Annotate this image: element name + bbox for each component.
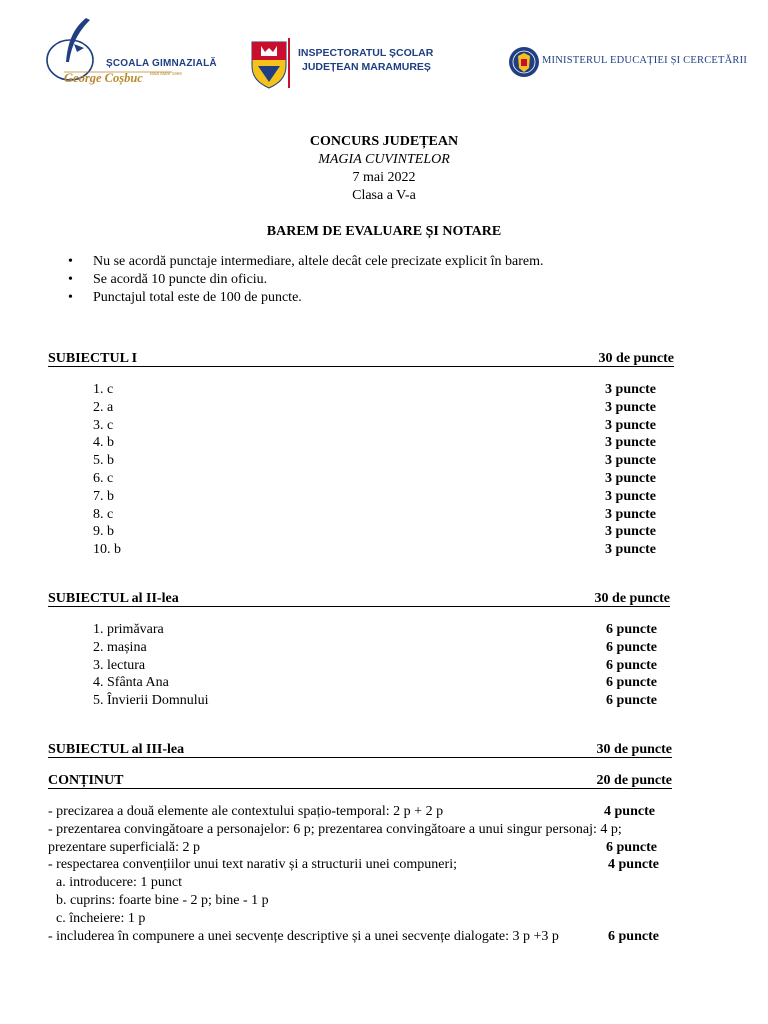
answer-points: 3 puncte — [605, 435, 656, 451]
answer-label: 2. mașina — [93, 639, 147, 655]
isj-title-line2: JUDEȚEAN MARAMUREȘ — [302, 61, 431, 73]
contest-date: 7 mai 2022 — [352, 170, 416, 185]
answer-row — [93, 621, 657, 639]
answer-label: 3. lectura — [93, 657, 146, 673]
criterion-text: b. cuprins: foarte bine - 2 p; bine - 1 p — [56, 892, 269, 908]
answer-label: 10. b — [93, 542, 121, 558]
answer-points: 3 puncte — [605, 382, 656, 397]
answer-row — [93, 523, 656, 541]
answer-points: 3 puncte — [605, 470, 656, 486]
answer-points: 3 puncte — [605, 524, 656, 540]
subject2-answers — [93, 621, 657, 710]
school-logo — [44, 14, 217, 86]
school-patron: George Coșbuc — [64, 71, 143, 85]
answer-row — [93, 381, 656, 399]
county-crest-icon — [250, 36, 294, 90]
content-name: CONȚINUT — [48, 773, 124, 788]
ministry-name: MINISTERUL EDUCAȚIEI ȘI CERCETĂRII — [542, 55, 748, 66]
answer-label: 6. c — [93, 470, 114, 486]
criterion-text: - includerea în compunere a unei secvențe descriptive și a unei secvențe dialogate: 3 p +3 p — [48, 928, 559, 944]
answer-label: 7. b — [93, 488, 114, 504]
answer-points: 3 puncte — [605, 488, 656, 504]
contest-subtitle: MAGIA CUVINTELOR — [318, 152, 450, 167]
criterion-line — [48, 803, 668, 821]
divider — [48, 788, 672, 789]
contest-grade: Clasa a V-a — [352, 188, 416, 203]
school-name: ȘCOALA GIMNAZIALĂ — [106, 58, 217, 69]
criterion-line — [48, 874, 668, 892]
criterion-line — [48, 821, 668, 839]
isj-logo — [250, 36, 450, 90]
subject3-name: SUBIECTUL al III-lea — [48, 742, 185, 757]
criterion-text: prezentare superficială: 2 p — [48, 839, 200, 855]
answer-label: 8. c — [93, 506, 114, 522]
rule-item: • Punctajul total este de 100 de puncte. — [68, 289, 543, 307]
school-location: Baia Mare 1969 — [150, 71, 182, 76]
divider — [48, 366, 674, 367]
barem-heading: BAREM DE EVALUARE ȘI NOTARE — [266, 224, 502, 239]
ministry-seal-icon — [508, 44, 540, 80]
answer-label: 4. b — [93, 435, 114, 451]
criterion-points: 4 puncte — [604, 804, 655, 819]
divider — [48, 757, 672, 758]
answer-row — [93, 657, 657, 675]
answer-points: 3 puncte — [605, 453, 656, 469]
rule-item: • Se acordă 10 puncte din oficiu. — [68, 271, 543, 289]
criterion-text: - precizarea a două elemente ale contextului spațio-temporal: 2 p + 2 p — [48, 804, 444, 819]
rule-item: • Nu se acordă punctaje intermediare, altele decât cele precizate explicit în barem. — [68, 253, 543, 271]
answer-points: 6 puncte — [606, 693, 657, 709]
answer-label: 9. b — [93, 524, 114, 540]
answer-label: 5. b — [93, 453, 114, 469]
subject1-points: 30 de puncte — [598, 351, 674, 366]
subject3-points: 30 de puncte — [596, 742, 672, 757]
answer-points: 3 puncte — [605, 506, 656, 522]
answer-label: 2. a — [93, 399, 114, 415]
subject2-points: 30 de puncte — [594, 591, 670, 606]
ministry-logo — [508, 44, 748, 80]
content-points: 20 de puncte — [596, 773, 672, 788]
criterion-line — [48, 910, 668, 928]
isj-title-line1: INSPECTORATUL ȘCOLAR — [298, 47, 434, 59]
criterion-line — [48, 892, 668, 910]
answer-row — [93, 470, 656, 488]
criterion-points: 6 puncte — [608, 928, 659, 944]
contest-title: CONCURS JUDEȚEAN — [309, 134, 459, 149]
answer-label: 1. c — [93, 382, 114, 397]
answer-label: 5. Învierii Domnului — [93, 693, 209, 709]
answer-label: 1. primăvara — [93, 622, 164, 637]
answer-points: 3 puncte — [605, 417, 656, 433]
answer-label: 4. Sfânta Ana — [93, 675, 169, 691]
criterion-line — [48, 856, 668, 874]
criterion-text: - respectarea convențiilor unui text narativ și a structurii unei compuneri; — [48, 857, 457, 873]
answer-label: 3. c — [93, 417, 114, 433]
answer-points: 3 puncte — [605, 542, 656, 558]
criterion-line — [48, 839, 668, 857]
answer-row — [93, 399, 656, 417]
answer-points: 6 puncte — [606, 639, 657, 655]
answer-points: 6 puncte — [606, 675, 657, 691]
subject2-name: SUBIECTUL al II-lea — [48, 591, 179, 606]
answer-row — [93, 417, 656, 435]
criterion-text: c. încheiere: 1 p — [56, 910, 146, 926]
criterion-points: 6 puncte — [606, 839, 657, 855]
content-criteria — [48, 803, 668, 945]
rules-list — [68, 253, 543, 307]
answer-points: 3 puncte — [605, 399, 656, 415]
criterion-points: 4 puncte — [608, 857, 659, 873]
subject1-name: SUBIECTUL I — [48, 351, 138, 366]
answer-row — [93, 488, 656, 506]
answer-row — [93, 506, 656, 524]
criterion-text: - prezentarea convingătoare a personajelor: 6 p; prezentarea convingătoare a unui singur personaj: 4 p; — [48, 821, 622, 837]
criterion-text: a. introducere: 1 punct — [56, 875, 182, 891]
answer-points: 6 puncte — [606, 622, 657, 637]
criterion-line — [48, 928, 668, 946]
subject1-answers — [93, 381, 656, 559]
divider — [48, 606, 670, 607]
answer-row — [93, 452, 656, 470]
answer-points: 6 puncte — [606, 657, 657, 673]
answer-row — [93, 434, 656, 452]
answer-row — [93, 692, 657, 710]
answer-row — [93, 639, 657, 657]
answer-row — [93, 674, 657, 692]
answer-row — [93, 541, 656, 559]
